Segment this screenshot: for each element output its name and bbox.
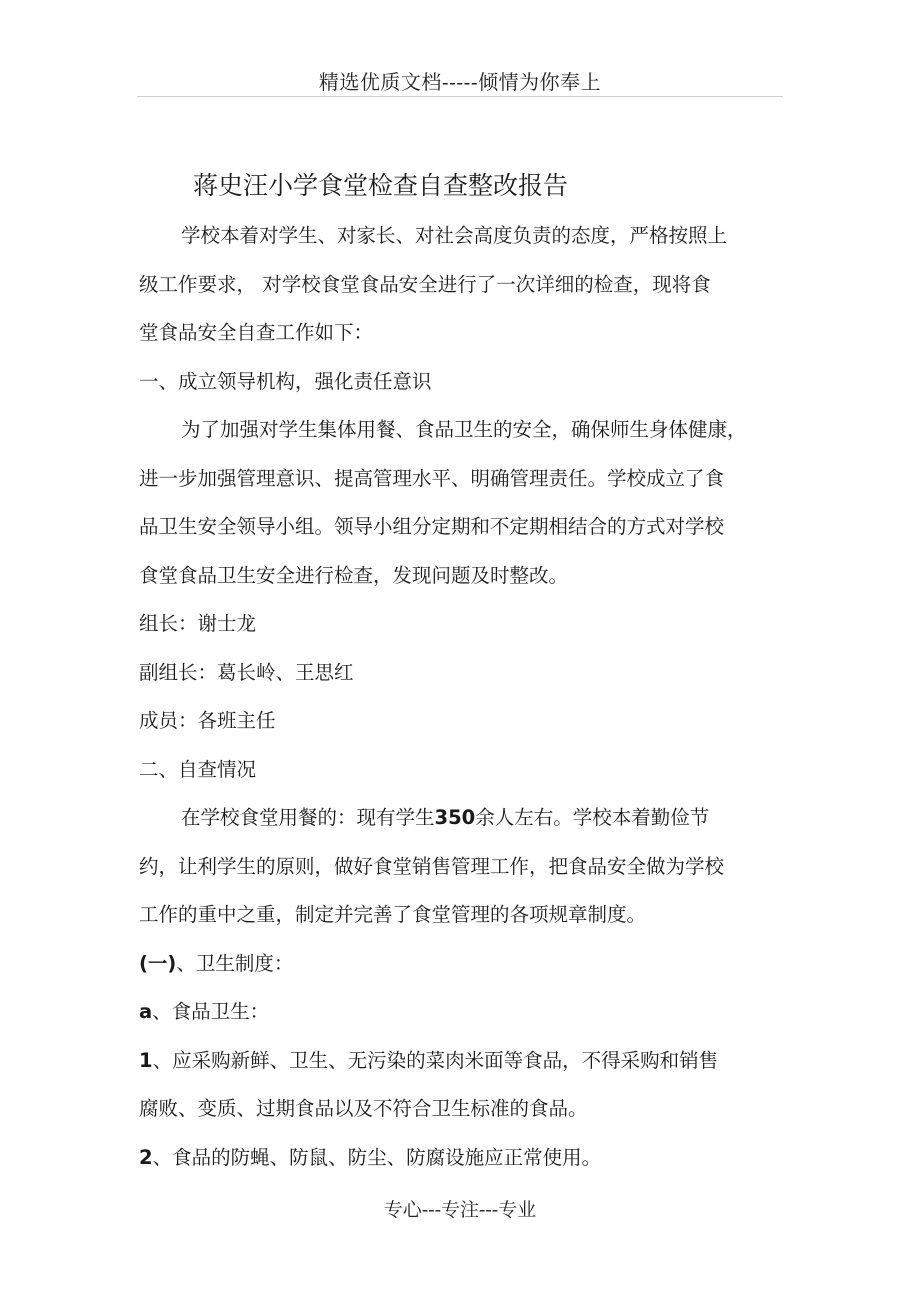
section2-line-1-pre: 在学校食堂用餐的：现有学生 <box>181 806 435 829</box>
subsection-1-text: 、卫生制度： <box>176 951 294 975</box>
student-count: 350 <box>434 806 476 829</box>
item-2-mark: 2 <box>139 1145 153 1169</box>
item-1-continued: 腐败、变质、过期食品以及不符合卫生标准的食品。 <box>139 1097 588 1120</box>
document-title: 蒋史汪小学食堂检查自查整改报告 <box>193 171 569 200</box>
document-body <box>139 212 789 1182</box>
section2-line-1-post: 余人左右。学校本着勤俭节 <box>475 806 710 829</box>
header-divider <box>137 96 783 97</box>
section1-heading: 一、成立领导机构，强化责任意识 <box>139 369 432 393</box>
section2-line-1 <box>139 794 789 843</box>
section1-line-3: 品卫生安全领导小组。领导小组分定期和不定期相结合的方式对学校 <box>139 515 725 538</box>
subsection-1-mark: (一) <box>139 951 177 975</box>
page-header: 精选优质文档-----倾情为你奉上 <box>318 70 602 94</box>
intro-line-3: 堂食品安全自查工作如下： <box>139 321 374 344</box>
section2-line-3: 工作的重中之重，制定并完善了食堂管理的各项规章制度。 <box>139 903 647 926</box>
intro-line-1: 学校本着对学生、对家长、对社会高度负责的态度，严格按照上 <box>181 224 728 247</box>
section2-heading: 二、自查情况 <box>139 757 257 781</box>
members-line: 成员：各班主任 <box>139 709 276 732</box>
item-2 <box>139 1134 789 1183</box>
leader-line: 组长：谢士龙 <box>139 612 257 635</box>
section1-line-2: 进一步加强管理意识、提高管理水平、明确管理责任。学校成立了食 <box>139 466 725 490</box>
subsection-a-text: 、食品卫生： <box>152 1000 270 1023</box>
item-1-text: 、应采购新鲜、卫生、无污染的菜肉米面等食品，不得采购和销售 <box>152 1048 719 1072</box>
subsection-1-heading <box>139 940 789 989</box>
item-2-text: 、食品的防蝇、防鼠、防尘、防腐设施应正常使用。 <box>152 1145 602 1169</box>
item-1 <box>139 1037 789 1086</box>
subsection-a-heading <box>139 988 789 1037</box>
subsection-a-mark: a <box>139 1000 153 1023</box>
section1-line-4: 食堂食品卫生安全进行检查，发现问题及时整改。 <box>139 563 569 587</box>
intro-line-2: 级工作要求， 对学校食堂食品安全进行了一次详细的检查，现将食 <box>139 272 711 296</box>
section1-line-1: 为了加强对学生集体用餐、食品卫生的安全，确保师生身体健康， <box>181 418 747 441</box>
section2-line-2: 约，让利学生的原则，做好食堂销售管理工作，把食品安全做为学校 <box>139 854 725 878</box>
item-1-mark: 1 <box>139 1048 153 1072</box>
deputy-line: 副组长：葛长岭、王思红 <box>139 660 354 684</box>
page-footer: 专心---专注---专业 <box>383 1199 537 1221</box>
